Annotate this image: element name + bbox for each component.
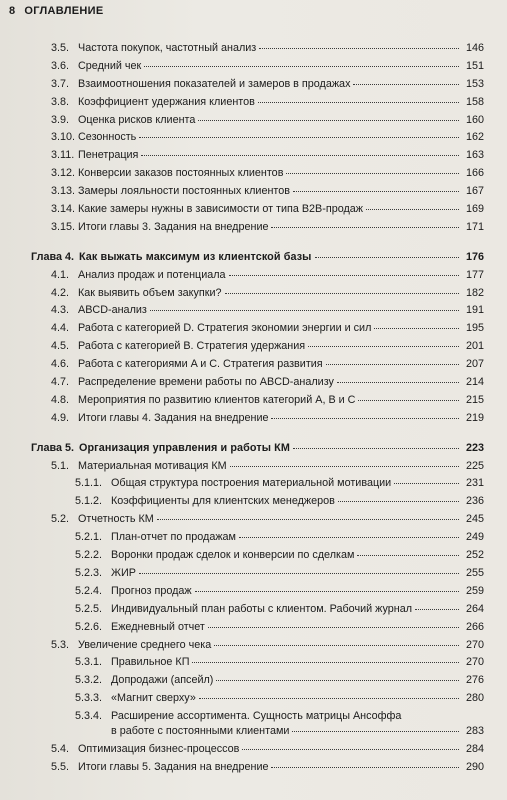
toc-subsection-entry[interactable] — [0, 601, 507, 619]
toc-page-number: 146 — [465, 42, 484, 54]
toc-title: Организация управления и работы КМ — [78, 441, 290, 454]
toc-page-number: 207 — [465, 358, 484, 371]
dot-leader — [271, 226, 459, 228]
toc-number: 4.8. — [51, 393, 70, 406]
dot-leader — [292, 730, 459, 732]
toc-section-entry[interactable] — [0, 285, 507, 303]
dot-leader — [225, 292, 459, 294]
dot-leader — [216, 679, 459, 681]
toc-section-entry[interactable] — [0, 112, 507, 130]
toc-number: 4.4. — [51, 322, 70, 335]
toc-page-number: 169 — [465, 203, 484, 216]
toc-title: Допродажи (апсейл) — [111, 674, 214, 687]
toc-number: 5.2.1. — [75, 531, 103, 544]
toc-page-number: 231 — [465, 477, 484, 490]
toc-number: 5.1. — [51, 459, 70, 472]
toc-title: Отчетность КМ — [78, 513, 154, 526]
toc-subsection-entry[interactable] — [0, 529, 507, 547]
toc-number: 3.9. — [51, 113, 70, 126]
toc-page-number: 191 — [465, 304, 484, 317]
toc-subsection-entry[interactable] — [0, 493, 507, 511]
dot-leader — [141, 154, 459, 156]
toc-title: ЖИР — [111, 566, 136, 579]
toc-page-number: 163 — [465, 149, 484, 162]
toc-number: 3.10. — [51, 131, 76, 144]
toc-section-entry[interactable] — [0, 129, 507, 147]
toc-title: Ежедневный отчет — [111, 620, 205, 633]
toc-number: 5.3.2. — [75, 674, 103, 687]
toc-title: Общая структура построения материальной мотивации — [111, 477, 392, 490]
toc-title: Какие замеры нужны в зависимости от типа B2B-продаж — [78, 203, 364, 216]
toc-page-number: 276 — [465, 674, 484, 687]
toc-section-entry[interactable] — [0, 302, 507, 320]
toc-title: Средний чек — [78, 59, 142, 72]
toc-number: Глава 5. — [31, 441, 74, 454]
dot-leader — [258, 101, 459, 103]
toc-section-entry[interactable] — [0, 201, 507, 219]
toc-title: «Магнит сверху» — [111, 692, 196, 705]
toc-number: 4.6. — [51, 358, 70, 371]
toc-section-entry[interactable] — [0, 356, 507, 374]
toc-page-number: 259 — [465, 584, 484, 597]
toc-page-number: 177 — [465, 268, 484, 281]
toc-title: Воронки продаж сделок и конверсии по сделкам — [111, 549, 355, 562]
toc-page-number: 255 — [465, 566, 484, 579]
toc-page-number: 162 — [465, 131, 484, 144]
dot-leader — [366, 208, 459, 210]
toc-page-number: 158 — [465, 95, 484, 108]
dot-leader — [199, 697, 459, 699]
running-head — [9, 5, 104, 17]
toc-section-entry[interactable] — [0, 219, 507, 237]
toc-section-entry[interactable] — [0, 637, 507, 655]
toc-section-entry[interactable] — [0, 458, 507, 476]
toc-number: 4.2. — [51, 286, 70, 299]
toc-subsection-entry[interactable] — [0, 583, 507, 601]
toc-number: Глава 4. — [31, 250, 74, 263]
toc-page-number: 264 — [465, 602, 484, 615]
dot-leader — [293, 190, 459, 192]
table-of-contents — [0, 40, 507, 777]
dot-leader — [144, 65, 459, 67]
dot-leader — [229, 274, 459, 276]
toc-section-entry[interactable] — [0, 741, 507, 759]
toc-title: Конверсии заказов постоянных клиентов — [78, 167, 284, 180]
toc-number: 4.3. — [51, 304, 70, 317]
dot-leader — [271, 417, 459, 419]
toc-subsection-entry[interactable] — [0, 654, 507, 672]
toc-number: 3.5. — [51, 42, 70, 54]
toc-title-continued: в работе с постоянными клиентами — [111, 724, 290, 737]
toc-number: 5.3. — [51, 638, 70, 651]
toc-page-number: 284 — [465, 742, 484, 755]
toc-page-number: 195 — [465, 322, 484, 335]
toc-title: Распределение времени работы по ABCD-анализу — [78, 376, 334, 389]
toc-section-entry[interactable] — [0, 40, 507, 58]
dot-leader — [357, 554, 459, 556]
toc-section-entry[interactable] — [0, 759, 507, 777]
dot-leader — [230, 465, 459, 467]
toc-title: Коэффициент удержания клиентов — [78, 95, 255, 108]
dot-leader — [337, 381, 459, 383]
dot-leader — [353, 83, 459, 85]
toc-section-entry[interactable] — [0, 410, 507, 428]
dot-leader — [139, 572, 459, 574]
toc-title: Пенетрация — [78, 149, 139, 162]
toc-number: 3.13. — [51, 185, 76, 198]
toc-subsection-entry[interactable] — [0, 690, 507, 708]
toc-page-number: 214 — [465, 376, 484, 389]
toc-number: 5.2. — [51, 513, 70, 526]
toc-section-entry[interactable] — [0, 58, 507, 76]
toc-page-number: 153 — [465, 77, 484, 90]
toc-number: 5.2.3. — [75, 566, 103, 579]
toc-number: 5.3.1. — [75, 656, 103, 669]
toc-title: Работа с категорией D. Стратегия экономии энергии и сил — [78, 322, 372, 335]
dot-leader — [338, 500, 459, 502]
toc-number: 3.12. — [51, 167, 76, 180]
toc-number: 5.3.3. — [75, 692, 103, 705]
section-title: ОГЛАВЛЕНИЕ — [24, 5, 104, 17]
toc-section-entry[interactable] — [0, 183, 507, 201]
toc-section-entry[interactable] — [0, 165, 507, 183]
toc-page-number: 201 — [465, 340, 484, 353]
dot-leader — [286, 172, 459, 174]
toc-title: Расширение ассортимента. Сущность матрицы Ансоффа — [111, 710, 402, 723]
toc-chapter-entry[interactable] — [0, 440, 507, 458]
toc-chapter-entry[interactable] — [0, 249, 507, 267]
toc-page-number: 182 — [465, 286, 484, 299]
dot-leader — [326, 363, 459, 365]
toc-number: 5.2.6. — [75, 620, 103, 633]
dot-leader — [242, 748, 459, 750]
toc-subsection-entry[interactable] — [0, 475, 507, 493]
dot-leader — [259, 47, 459, 49]
toc-page-number: 151 — [465, 59, 484, 72]
toc-title: Итоги главы 4. Задания на внедрение — [78, 411, 269, 424]
toc-subsection-entry[interactable] — [0, 619, 507, 637]
toc-page-number: 171 — [465, 220, 484, 233]
dot-leader — [271, 766, 459, 768]
dot-leader — [293, 447, 459, 449]
toc-title: Оптимизация бизнес-процессов — [78, 742, 240, 755]
toc-page-number: 249 — [465, 531, 484, 544]
toc-page-number: 270 — [465, 656, 484, 669]
dot-leader — [150, 309, 459, 311]
toc-subsection-continuation[interactable] — [0, 723, 507, 741]
toc-title: Прогноз продаж — [111, 584, 192, 597]
toc-number: 3.14. — [51, 203, 76, 216]
toc-title: Работа с категориями A и C. Стратегия развития — [78, 358, 323, 371]
toc-number: 3.6. — [51, 59, 70, 72]
toc-section-entry[interactable] — [0, 392, 507, 410]
toc-title: Сезонность — [78, 131, 137, 144]
toc-number: 5.2.4. — [75, 584, 103, 597]
toc-page-number: 252 — [465, 549, 484, 562]
toc-title: ABCD-анализ — [78, 304, 147, 317]
toc-section-entry[interactable] — [0, 374, 507, 392]
toc-number: 5.2.2. — [75, 549, 103, 562]
toc-section-entry[interactable] — [0, 267, 507, 285]
dot-leader — [198, 119, 459, 121]
toc-title: Коэффициенты для клиентских менеджеров — [111, 495, 335, 508]
dot-leader — [139, 136, 459, 138]
toc-page-number: 270 — [465, 638, 484, 651]
toc-number: 4.5. — [51, 340, 70, 353]
toc-title: Увеличение среднего чека — [78, 638, 212, 651]
toc-title: Взаимоотношения показателей и замеров в продажах — [78, 77, 351, 90]
toc-section-entry[interactable] — [0, 511, 507, 529]
page-number: 8 — [9, 5, 16, 17]
toc-section-entry[interactable] — [0, 76, 507, 94]
toc-page-number: 215 — [465, 393, 484, 406]
toc-number: 5.5. — [51, 760, 70, 773]
toc-section-entry[interactable] — [0, 320, 507, 338]
toc-section-entry[interactable] — [0, 94, 507, 112]
toc-title: Оценка рисков клиента — [78, 113, 196, 126]
toc-number: 5.3.4. — [75, 710, 103, 723]
toc-page-number: 266 — [465, 620, 484, 633]
toc-number: 4.7. — [51, 376, 70, 389]
toc-page-number: 283 — [465, 724, 484, 737]
dot-leader — [239, 536, 459, 538]
toc-subsection-entry[interactable] — [0, 547, 507, 565]
toc-number: 3.7. — [51, 77, 70, 90]
toc-title: Итоги главы 3. Задания на внедрение — [78, 220, 269, 233]
toc-page-number: 219 — [465, 411, 484, 424]
dot-leader — [157, 518, 459, 520]
toc-number: 5.2.5. — [75, 602, 103, 615]
toc-page-number: 176 — [465, 250, 484, 263]
toc-number: 3.8. — [51, 95, 70, 108]
toc-page-number: 245 — [465, 513, 484, 526]
toc-title: Замеры лояльности постоянных клиентов — [78, 185, 290, 198]
dot-leader — [214, 644, 459, 646]
toc-title: Индивидуальный план работы с клиентом. Рабочий журнал — [111, 602, 413, 615]
toc-number: 5.1.1. — [75, 477, 103, 490]
toc-subsection-entry[interactable] — [0, 672, 507, 690]
dot-leader — [195, 590, 459, 592]
toc-number: 3.15. — [51, 220, 76, 233]
toc-number: 4.1. — [51, 268, 70, 281]
dot-leader — [394, 482, 459, 484]
toc-page-number: 290 — [465, 760, 484, 773]
toc-page-number: 160 — [465, 113, 484, 126]
toc-number: 3.11. — [51, 149, 75, 162]
toc-section-entry[interactable] — [0, 147, 507, 165]
toc-number: 5.1.2. — [75, 495, 103, 508]
dot-leader — [192, 661, 459, 663]
toc-title: Работа с категорией B. Стратегия удержания — [78, 340, 306, 353]
toc-page-number: 166 — [465, 167, 484, 180]
toc-page-number: 280 — [465, 692, 484, 705]
toc-title: Анализ продаж и потенциала — [78, 268, 226, 281]
toc-title: Материальная мотивация КМ — [78, 459, 227, 472]
toc-number: 5.4. — [51, 742, 70, 755]
toc-subsection-entry[interactable] — [0, 565, 507, 583]
toc-title: Итоги главы 5. Задания на внедрение — [78, 760, 269, 773]
dot-leader — [415, 608, 459, 610]
toc-page-number: 236 — [465, 495, 484, 508]
toc-number: 4.9. — [51, 411, 70, 424]
toc-title: Частота покупок, частотный анализ — [78, 42, 257, 54]
toc-page-number: 167 — [465, 185, 484, 198]
toc-page-number: 225 — [465, 459, 484, 472]
toc-section-entry[interactable] — [0, 338, 507, 356]
dot-leader — [374, 327, 459, 329]
toc-title: Правильное КП — [111, 656, 190, 669]
toc-page-number: 223 — [465, 441, 484, 454]
toc-title: План-отчет по продажам — [111, 531, 236, 544]
dot-leader — [208, 626, 459, 628]
dot-leader — [315, 256, 459, 258]
toc-title: Мероприятия по развитию клиентов категорий A, B и C — [78, 393, 356, 406]
dot-leader — [358, 399, 459, 401]
toc-title: Как выжать максимум из клиентской базы — [78, 250, 312, 263]
dot-leader — [308, 345, 459, 347]
toc-title: Как выявить объем закупки? — [78, 286, 222, 299]
